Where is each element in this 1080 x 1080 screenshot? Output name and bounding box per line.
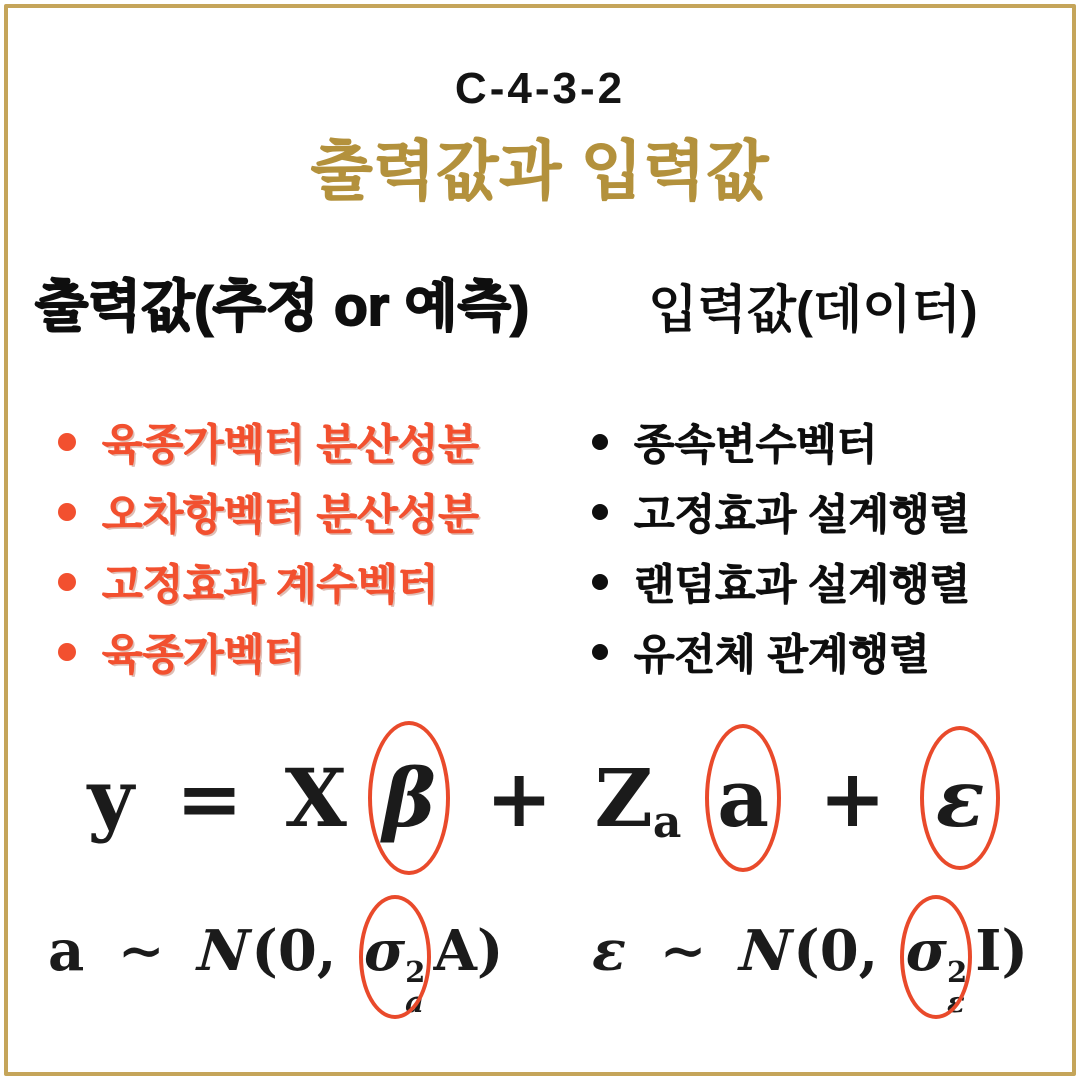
list-item bbox=[58, 547, 479, 617]
list-item bbox=[592, 617, 970, 687]
bullet-icon bbox=[58, 643, 76, 661]
tilde-operator: ∼ bbox=[659, 918, 707, 984]
list-item-label: 랜덤효과 설계행렬 bbox=[634, 561, 971, 608]
list-item bbox=[592, 547, 970, 617]
input-column-header: 입력값(데이터) bbox=[648, 281, 978, 338]
token-superscript-2: 2 bbox=[405, 955, 426, 990]
sigma-scripts bbox=[405, 955, 426, 1019]
input-list bbox=[592, 407, 970, 687]
tilde-operator: ∼ bbox=[117, 918, 165, 984]
left-paren: ( bbox=[793, 918, 820, 984]
token-superscript-2: 2 bbox=[946, 955, 968, 990]
left-paren: ( bbox=[251, 918, 278, 984]
token-subscript-a: a bbox=[405, 984, 425, 1019]
token-y: y bbox=[87, 751, 134, 845]
token-X: X bbox=[284, 751, 347, 845]
ellipse-annotation-sigma-epsilon bbox=[898, 896, 976, 1018]
token-subscript-epsilon: ε bbox=[946, 984, 965, 1019]
token-script-N: N bbox=[737, 918, 794, 984]
bullet-icon bbox=[58, 573, 76, 591]
token-matrix-A: A bbox=[433, 918, 477, 984]
list-item bbox=[58, 477, 479, 547]
ellipse-annotation-beta bbox=[375, 738, 444, 858]
plus-sign: + bbox=[819, 751, 887, 845]
output-column-header: 출력값(추정 or 예측) bbox=[34, 275, 530, 337]
token-zero: 0 bbox=[819, 918, 859, 984]
token-a: a bbox=[717, 751, 770, 845]
bullet-icon bbox=[592, 644, 608, 660]
slide-code: C-4-3-2 bbox=[454, 64, 626, 113]
list-item-label: 종속변수벡터 bbox=[634, 421, 878, 468]
token-a: a bbox=[48, 918, 85, 984]
bullet-icon bbox=[592, 574, 608, 590]
comma: , bbox=[858, 918, 879, 984]
right-paren: ) bbox=[476, 918, 504, 984]
token-sigma: σ bbox=[363, 918, 406, 984]
model-equation bbox=[0, 738, 1080, 883]
list-item bbox=[592, 477, 970, 547]
list-item bbox=[58, 407, 479, 477]
ellipse-annotation-a bbox=[709, 738, 777, 858]
page-title: 출력값과 입력값 bbox=[310, 135, 770, 207]
list-item-label: 고정효과 설계행렬 bbox=[634, 491, 971, 538]
sigma-scripts bbox=[946, 955, 968, 1019]
token-zero: 0 bbox=[277, 918, 317, 984]
token-epsilon: ε bbox=[935, 751, 985, 845]
list-item bbox=[592, 407, 970, 477]
bullet-icon bbox=[592, 504, 608, 520]
token-matrix-I: I bbox=[975, 918, 1002, 984]
list-item-label: 고정효과 계수벡터 bbox=[102, 561, 439, 608]
comma: , bbox=[316, 918, 337, 984]
token-Z: Z bbox=[594, 751, 653, 845]
right-paren: ) bbox=[1001, 918, 1028, 984]
output-list bbox=[58, 407, 479, 687]
list-item-label: 유전체 관계행렬 bbox=[634, 631, 930, 678]
ellipse-annotation-sigma-a bbox=[356, 896, 434, 1018]
list-item bbox=[58, 617, 479, 687]
token-beta: β bbox=[382, 751, 436, 845]
token-Z-subscript: a bbox=[652, 797, 682, 848]
token-script-N: N bbox=[195, 918, 252, 984]
bullet-icon bbox=[58, 503, 76, 521]
token-sigma: σ bbox=[905, 918, 947, 984]
list-item-label: 오차항벡터 분산성분 bbox=[102, 491, 479, 538]
equals-sign: = bbox=[175, 751, 243, 845]
plus-sign: + bbox=[485, 751, 553, 845]
distribution-epsilon-equation bbox=[570, 896, 1050, 1018]
distribution-a-equation bbox=[48, 896, 504, 1019]
ellipse-annotation-epsilon bbox=[928, 738, 993, 858]
bullet-icon bbox=[58, 433, 76, 451]
list-item-label: 육종가벡터 분산성분 bbox=[102, 421, 479, 468]
token-epsilon: ε bbox=[592, 918, 627, 984]
bullet-icon bbox=[592, 434, 608, 450]
list-item-label: 육종가벡터 bbox=[102, 631, 305, 678]
